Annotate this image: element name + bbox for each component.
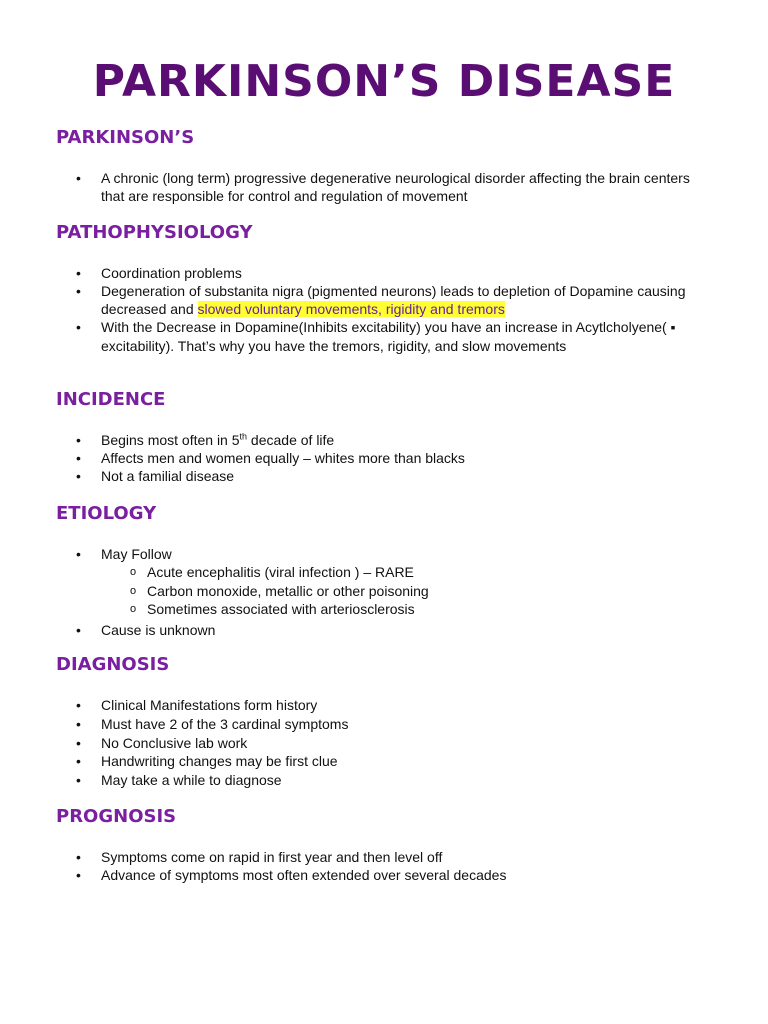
list-item-text: Degeneration of substanita nigra (pigmented neurons) leads to depletion of Dopamine causing decreased and [101,283,686,317]
superscript: th [239,431,248,442]
bullet-list [56,169,716,205]
list-item [56,431,716,449]
bullet-list [56,264,716,355]
section-heading: ETIOLOGY [56,503,157,524]
list-item: • Not a familial disease [56,467,716,485]
list-item: • Advance of symptoms most often extended over several decades [56,866,716,884]
list-item: • Cause is unknown [56,621,716,639]
section-prognosis [56,806,716,884]
bullet-list [56,848,716,884]
section-heading: INCIDENCE [56,389,166,410]
list-item: • With the Decrease in Dopamine(Inhibits excitability) you have an increase in Acytlcholyene( ▪ excitability). That’s why you have the tremors, rigidity, and slow movements [56,318,716,355]
list-item: • Affects men and women equally – whites more than blacks [56,449,716,467]
section-heading: PATHOPHYSIOLOGY [56,222,253,243]
list-item-text: decade of life [247,432,335,448]
list-item-text: May Follow [101,546,172,562]
bullet-list [56,431,716,485]
list-item-text: Begins most often in 5 [101,432,240,448]
bullet-list [56,545,716,639]
list-item [56,282,716,318]
list-item: • Symptoms come on rapid in first year and then level off [56,848,716,866]
section-heading: PARKINSON’S [56,127,195,148]
section-diagnosis [56,654,716,790]
list-item: • Must have 2 of the 3 cardinal symptoms [56,715,716,734]
section-pathophysiology [56,222,716,355]
list-item [56,545,716,619]
list-item: • Handwriting changes may be first clue [56,752,716,771]
section-incidence [56,389,716,485]
bullet-list [56,696,716,790]
section-etiology [56,503,716,639]
sub-list [101,563,716,619]
section-heading: DIAGNOSIS [56,654,170,675]
list-item: • No Conclusive lab work [56,734,716,753]
page-title: PARKINSON’S DISEASE [92,56,676,107]
section-heading: PROGNOSIS [56,806,177,827]
list-item: • Coordination problems [56,264,716,282]
list-item: • May take a while to diagnose [56,771,716,790]
highlighted-text: slowed voluntary movements, rigidity and tremors [197,301,505,317]
sub-list-item: o Carbon monoxide, metallic or other poisoning [101,582,716,601]
list-item: • Clinical Manifestations form history [56,696,716,715]
list-item: • A chronic (long term) progressive degenerative neurological disorder affecting the brain centers that are responsible for control and regulation of movement [56,169,716,205]
sub-list-item: o Acute encephalitis (viral infection ) – RARE [101,563,716,582]
sub-list-item: o Sometimes associated with arteriosclerosis [101,600,716,619]
section-parkinsons [56,127,716,205]
